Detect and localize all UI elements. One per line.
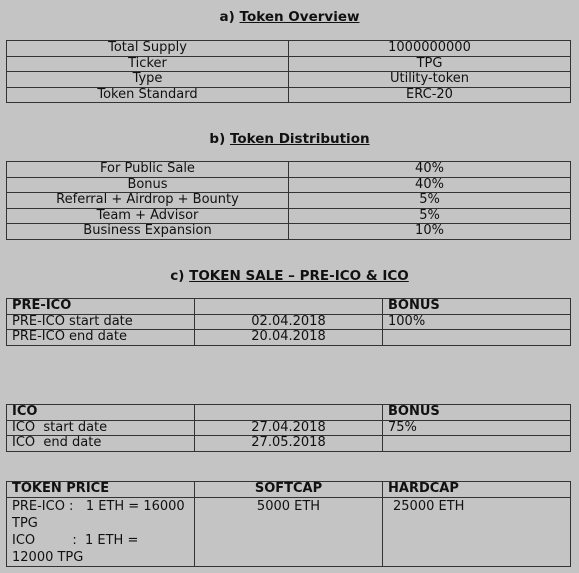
table-row — [7, 299, 571, 315]
softcap-value: 5000 ETH — [195, 497, 383, 566]
price-line: 12000 TPG — [12, 549, 84, 565]
price-table — [6, 481, 571, 567]
overview-label: Token Standard — [7, 87, 289, 103]
price-line: PRE-ICO : 1 ETH = 16000 — [12, 498, 185, 514]
distribution-label: Bonus — [7, 177, 289, 193]
table-row — [7, 436, 571, 452]
table-row — [7, 162, 571, 178]
overview-value: Utility-token — [289, 72, 571, 88]
overview-label: Ticker — [7, 56, 289, 72]
ico-label: ICO start date — [7, 420, 195, 436]
distribution-value: 5% — [289, 208, 571, 224]
distribution-value: 40% — [289, 162, 571, 178]
table-row — [7, 497, 571, 566]
table-row — [7, 177, 571, 193]
preico-bonus — [383, 330, 571, 346]
overview-title: Token Overview — [239, 9, 360, 25]
table-row — [7, 330, 571, 346]
table-row — [7, 87, 571, 103]
ico-table — [6, 404, 571, 452]
preico-bonus: 100% — [383, 314, 571, 330]
table-row — [7, 482, 571, 498]
preico-date: 02.04.2018 — [195, 314, 383, 330]
overview-label: Total Supply — [7, 41, 289, 57]
sale-prefix: c) — [170, 268, 185, 284]
table-row — [7, 56, 571, 72]
distribution-value: 5% — [289, 193, 571, 209]
preico-label: PRE-ICO start date — [7, 314, 195, 330]
distribution-label: For Public Sale — [7, 162, 289, 178]
hardcap-value: 25000 ETH — [383, 497, 571, 566]
price-line: ICO : 1 ETH = — [12, 532, 139, 548]
ico-date: 27.05.2018 — [195, 436, 383, 452]
table-row — [7, 420, 571, 436]
hardcap-header: HARDCAP — [383, 482, 571, 498]
overview-value: 1000000000 — [289, 41, 571, 57]
token-price-cell — [7, 497, 195, 566]
overview-value: ERC-20 — [289, 87, 571, 103]
table-row — [7, 193, 571, 209]
ico-bonus-header: BONUS — [383, 405, 571, 421]
overview-value: TPG — [289, 56, 571, 72]
preico-header: PRE-ICO — [7, 299, 195, 315]
table-row — [7, 208, 571, 224]
ico-bonus: 75% — [383, 420, 571, 436]
sale-heading — [0, 268, 579, 284]
ico-bonus — [383, 436, 571, 452]
distribution-value: 40% — [289, 177, 571, 193]
table-row — [7, 72, 571, 88]
overview-heading — [0, 9, 579, 25]
table-row — [7, 41, 571, 57]
preico-bonus-header: BONUS — [383, 299, 571, 315]
table-row — [7, 405, 571, 421]
overview-table — [6, 40, 571, 103]
softcap-header: SOFTCAP — [195, 482, 383, 498]
price-line: TPG — [12, 515, 38, 531]
table-row — [7, 314, 571, 330]
distribution-table — [6, 161, 571, 240]
ico-label: ICO end date — [7, 436, 195, 452]
overview-prefix: a) — [219, 9, 235, 25]
distribution-label: Business Expansion — [7, 224, 289, 240]
ico-date: 27.04.2018 — [195, 420, 383, 436]
distribution-value: 10% — [289, 224, 571, 240]
overview-label: Type — [7, 72, 289, 88]
distribution-label: Team + Advisor — [7, 208, 289, 224]
distribution-prefix: b) — [209, 131, 226, 147]
preico-table — [6, 298, 571, 346]
distribution-heading — [0, 131, 579, 147]
ico-header: ICO — [7, 405, 195, 421]
preico-date: 20.04.2018 — [195, 330, 383, 346]
sale-title: TOKEN SALE – PRE-ICO & ICO — [189, 268, 409, 284]
token-price-header: TOKEN PRICE — [7, 482, 195, 498]
distribution-title: Token Distribution — [229, 131, 370, 147]
preico-label: PRE-ICO end date — [7, 330, 195, 346]
distribution-label: Referral + Airdrop + Bounty — [7, 193, 289, 209]
table-row — [7, 224, 571, 240]
